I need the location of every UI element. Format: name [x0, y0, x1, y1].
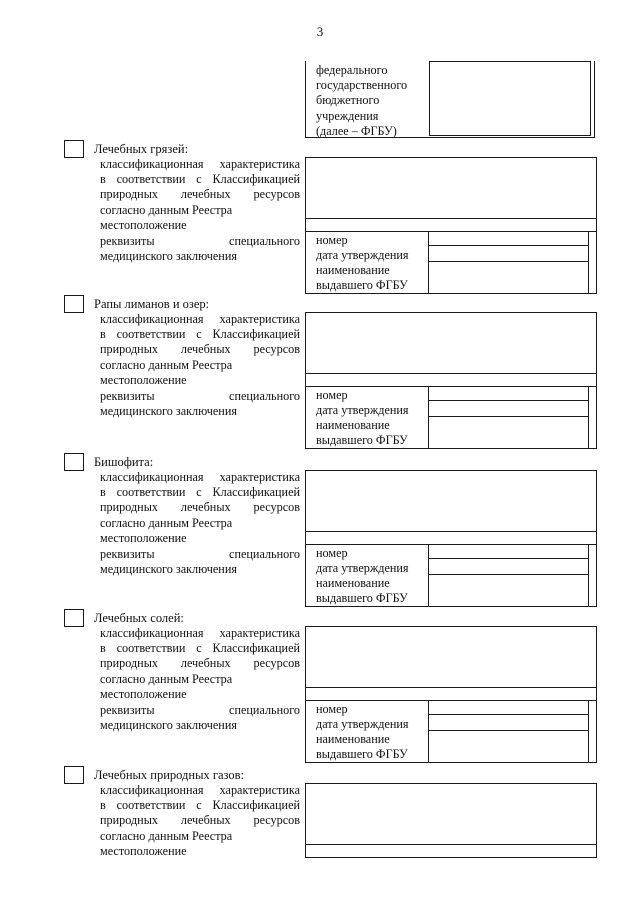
- classification-field[interactable]: [305, 312, 597, 374]
- requisites-label: реквизиты специального медицинского заключения: [100, 234, 300, 264]
- section-title: Рапы лиманов и озер:: [94, 297, 210, 311]
- section-lake-brine: [0, 295, 640, 455]
- section-checkbox[interactable]: [64, 609, 84, 627]
- approval-date-label: дата утверждения: [316, 403, 409, 417]
- section-checkbox[interactable]: [64, 140, 84, 158]
- issuer-label-1: наименование: [316, 576, 390, 590]
- page-number: 3: [316, 24, 324, 39]
- issuer-label-1: наименование: [316, 418, 390, 432]
- classification-label: классификационная характеристика в соответствии с Классификацией природных лечебных ресурсов согласно данным Реестра местоположение: [100, 470, 300, 545]
- requisites-table: [305, 386, 597, 449]
- section-therapeutic-salts: [0, 609, 640, 769]
- section-checkbox[interactable]: [64, 453, 84, 471]
- classification-field[interactable]: [305, 626, 597, 688]
- approval-date-label: дата утверждения: [316, 561, 409, 575]
- approval-date-label: дата утверждения: [316, 248, 409, 262]
- classification-label: классификационная характеристика в соответствии с Классификацией природных лечебных ресурсов согласно данным Реестра местоположение: [100, 312, 300, 387]
- classification-field[interactable]: [305, 157, 597, 219]
- classification-label: классификационная характеристика в соответствии с Классификацией природных лечебных ресурсов согласно данным Реестра местоположение: [100, 626, 300, 701]
- fragment-line-4: учреждения: [316, 108, 379, 123]
- section-title: Лечебных солей:: [94, 611, 184, 625]
- section-title: Бишофита:: [94, 455, 154, 469]
- fragment-line-1: федерального: [316, 63, 388, 77]
- classification-label: классификационная характеристика в соответствии с Классификацией природных лечебных ресурсов согласно данным Реестра местоположение: [100, 783, 300, 858]
- location-field[interactable]: [305, 217, 597, 232]
- issuer-label-1: наименование: [316, 263, 390, 277]
- location-field[interactable]: [305, 372, 597, 387]
- approval-date-label: дата утверждения: [316, 717, 409, 731]
- section-checkbox[interactable]: [64, 295, 84, 313]
- fragment-line-2: государственного: [316, 78, 408, 93]
- requisites-table: [305, 231, 597, 294]
- section-natural-gases: [0, 766, 640, 866]
- section-checkbox[interactable]: [64, 766, 84, 784]
- section-title: Лечебных природных газов:: [94, 768, 245, 782]
- classification-field[interactable]: [305, 783, 597, 845]
- location-field[interactable]: [305, 843, 597, 858]
- requisites-table: [305, 700, 597, 763]
- number-label: номер: [316, 702, 348, 716]
- previous-table-fragment: [305, 61, 595, 137]
- requisites-label: реквизиты специального медицинского заключения: [100, 547, 300, 577]
- classification-field[interactable]: [305, 470, 597, 532]
- issuer-label-2: выдавшего ФГБУ: [316, 278, 408, 292]
- location-field[interactable]: [305, 686, 597, 701]
- requisites-table: [305, 544, 597, 607]
- fragment-line-3: бюджетного: [316, 93, 380, 108]
- issuer-label-2: выдавшего ФГБУ: [316, 747, 408, 761]
- section-bischofite: [0, 453, 640, 613]
- section-therapeutic-mud: [0, 140, 640, 300]
- section-title: Лечебных грязей:: [94, 142, 189, 156]
- fragment-line-5: (далее – ФГБУ): [316, 123, 397, 138]
- requisites-label: реквизиты специального медицинского заключения: [100, 389, 300, 419]
- issuer-label-2: выдавшего ФГБУ: [316, 433, 408, 447]
- number-label: номер: [316, 233, 348, 247]
- number-label: номер: [316, 388, 348, 402]
- classification-label: классификационная характеристика в соответствии с Классификацией природных лечебных ресурсов согласно данным Реестра местоположение: [100, 157, 300, 232]
- issuer-label-1: наименование: [316, 732, 390, 746]
- location-field[interactable]: [305, 530, 597, 545]
- requisites-label: реквизиты специального медицинского заключения: [100, 703, 300, 733]
- fragment-empty-cell: [429, 61, 591, 136]
- issuer-label-2: выдавшего ФГБУ: [316, 591, 408, 605]
- number-label: номер: [316, 546, 348, 560]
